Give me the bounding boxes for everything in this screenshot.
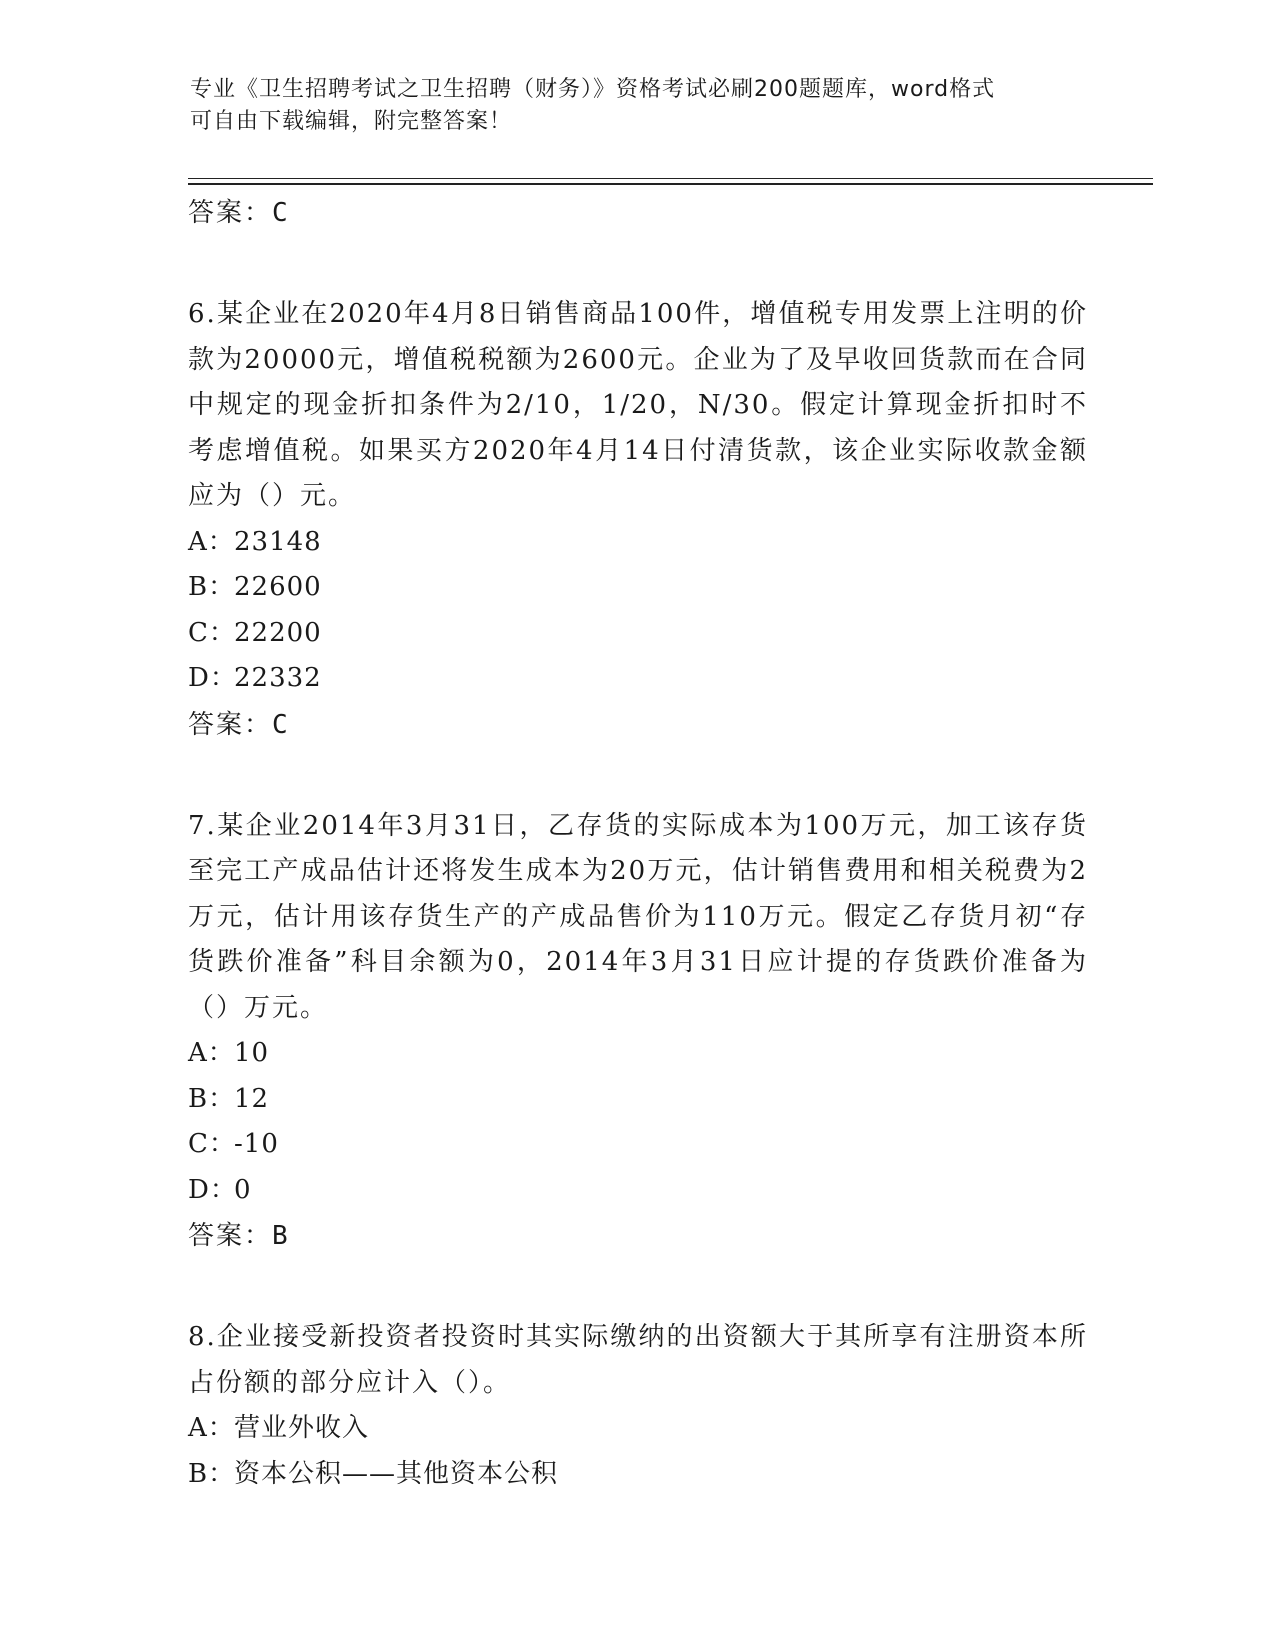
option-text: 12 — [234, 1083, 270, 1114]
option-text: 10 — [234, 1038, 270, 1068]
option-key: B： — [188, 572, 236, 602]
option-d — [188, 656, 1088, 702]
question-list — [188, 190, 1088, 1497]
option-b — [188, 565, 1088, 611]
option-key: C： — [188, 1129, 236, 1159]
answer-label: 答案： — [188, 709, 273, 740]
answer-label: 答案： — [188, 1221, 273, 1251]
header-title-line-1: 专业《卫生招聘考试之卫生招聘（财务）》资格考试必刷200题题库，word格式 — [190, 77, 996, 102]
spacer — [188, 236, 1088, 292]
option-key: A： — [188, 526, 235, 557]
option-a — [188, 520, 1088, 566]
option-key: B： — [188, 1083, 236, 1114]
option-key: C： — [188, 617, 236, 648]
option-d — [188, 1168, 1088, 1214]
option-text: 营业外收入 — [234, 1413, 370, 1443]
question-text: 8.企业接受新投资者投资时其实际缴纳的出资额大于其所享有注册资本所占份额的部分应计入（）。 — [188, 1322, 1088, 1398]
question-7 — [188, 804, 1088, 1260]
option-c — [188, 1122, 1088, 1168]
option-key: D： — [188, 1174, 237, 1205]
option-b — [188, 1077, 1088, 1123]
header-rule-thin — [188, 178, 1153, 179]
question-8 — [188, 1315, 1088, 1497]
option-key: A： — [188, 1413, 235, 1443]
option-c — [188, 611, 1088, 657]
option-b — [188, 1452, 1088, 1498]
answer — [188, 1213, 1088, 1259]
option-key: D： — [188, 663, 237, 693]
previous-answer — [188, 190, 1088, 236]
spacer — [188, 748, 1088, 804]
question-text: 6.某企业在2020年4月8日销售商品100件，增值税专用发票上注明的价款为20000元，增值税税额为2600元。企业为了及早收回货款而在合同中规定的现金折扣条件为2/10，1/20，N/30。假定计算现金折扣时不考虑增值税。如果买方2020年4月14日付清货款，该企业实际收款金额应为（）元。 — [188, 299, 1088, 511]
option-text: 23148 — [234, 526, 322, 557]
answer — [188, 702, 1088, 748]
option-text: 0 — [234, 1174, 252, 1205]
question-text: 7.某企业2014年3月31日，乙存货的实际成本为100万元，加工该存货至完工产成品估计还将发生成本为20万元，估计销售费用和相关税费为2万元，估计用该存货生产的产成品售价为110万元。假定乙存货月初“存货跌价准备”科目余额为0，2014年3月31日应计提的存货跌价准备为（）万元。 — [188, 810, 1088, 1023]
option-text: 22332 — [234, 663, 322, 693]
option-a — [188, 1031, 1088, 1077]
question-6 — [188, 292, 1088, 748]
option-text: 资本公积——其他资本公积 — [234, 1458, 559, 1489]
option-key: A： — [188, 1038, 235, 1068]
spacer — [188, 1259, 1088, 1315]
header-title-line-2: 可自由下载编辑，附完整答案！ — [190, 109, 513, 134]
option-text: -10 — [234, 1129, 279, 1159]
answer-value: C — [272, 709, 290, 740]
answer-value: B — [272, 1221, 290, 1251]
answer-label: 答案： — [188, 198, 273, 228]
document-header — [190, 74, 1090, 138]
option-text: 22200 — [234, 617, 322, 648]
option-key: B： — [188, 1458, 236, 1489]
option-text: 22600 — [234, 572, 322, 602]
header-rule-thick — [188, 183, 1153, 185]
answer-value: C — [272, 198, 290, 228]
option-a — [188, 1406, 1088, 1452]
